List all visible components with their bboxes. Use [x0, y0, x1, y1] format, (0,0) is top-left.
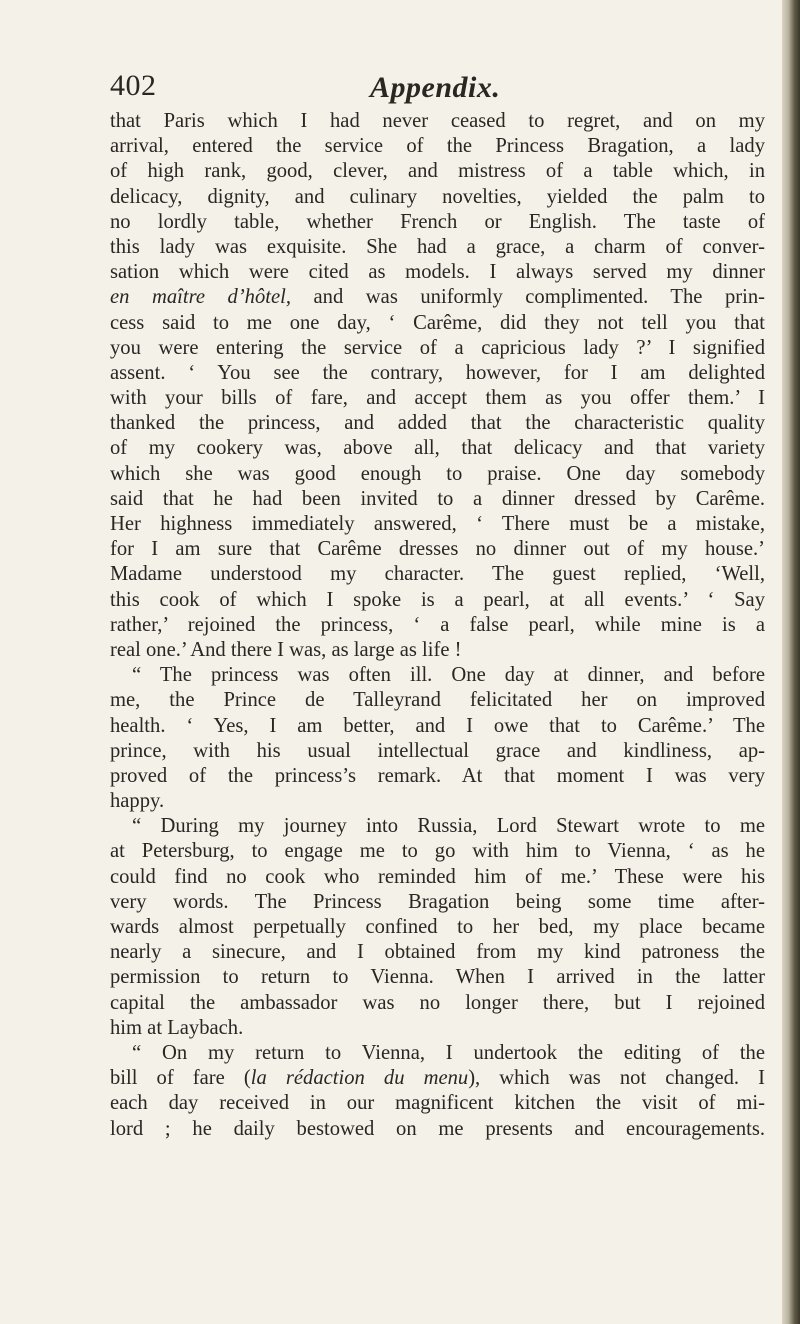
text-line: each day received in our magnificent kitchen the visit of mi-: [110, 1092, 765, 1115]
text-line: rather,’ rejoined the princess, ‘ a false pearl, while mine is a: [110, 613, 765, 636]
text-line: could find no cook who reminded him of me.’ These were his: [110, 865, 765, 888]
text-line: prince, with his usual intellectual grace and kindliness, ap-: [110, 739, 765, 762]
text-line: lord ; he daily bestowed on me presents and encouragements.: [110, 1117, 765, 1140]
text-line: sation which were cited as models. I always served my dinner: [110, 261, 765, 284]
text-line: Madame understood my character. The guest replied, ‘Well,: [110, 563, 765, 586]
text-line: [110, 1066, 765, 1091]
text-line: Her highness immediately answered, ‘ There must be a mistake,: [110, 513, 765, 535]
text-line: this lady was exquisite. She had a grace, a charm of conver-: [110, 235, 765, 258]
text-line: delicacy, dignity, and culinary novelties, yielded the palm to: [110, 185, 765, 208]
text-line: health. ‘ Yes, I am better, and I owe that to Carême.’ The: [110, 714, 765, 737]
text-line: arrival, entered the service of the Princess Bragation, a lady: [110, 135, 765, 158]
text-line: nearly a sinecure, and I obtained from my kind patroness the: [110, 941, 765, 964]
text-line: him at Laybach.: [110, 1016, 244, 1039]
text-line: at Petersburg, to engage me to go with him to Vienna, ‘ as he: [110, 840, 765, 863]
text-line: permission to return to Vienna. When I arrived in the latter: [110, 966, 765, 989]
italic-phrase: en maître d’hôtel,: [110, 286, 291, 309]
text-line: thanked the princess, and added that the characteristic quality: [110, 412, 765, 435]
running-head: Appendix.: [370, 71, 501, 104]
text-line: wards almost perpetually confined to her bed, my place became: [110, 916, 765, 938]
text-line: of my cookery was, above all, that delicacy and that variety: [110, 437, 765, 460]
text-line: no lordly table, whether French or English. The taste of: [110, 210, 765, 233]
text-line: with your bills of fare, and accept them as you offer them.’ I: [110, 387, 765, 410]
text-line: that Paris which I had never ceased to regret, and on my: [110, 110, 765, 132]
text-line: cess said to me one day, ‘ Carême, did they not tell you that: [110, 311, 765, 334]
text-line: happy.: [110, 790, 165, 813]
text-line: [110, 285, 765, 310]
text-line: me, the Prince de Talleyrand felicitated her on improved: [110, 689, 765, 712]
text-line: assent. ‘ You see the contrary, however, for I am delighted: [110, 361, 765, 384]
text-line: very words. The Princess Bragation being some time after-: [110, 890, 765, 913]
text-line: “ On my return to Vienna, I undertook the editing of the: [132, 1041, 765, 1064]
text-line: this cook of which I spoke is a pearl, at all events.’ ‘ Say: [110, 588, 765, 611]
text-fragment: ), which was not changed. I: [468, 1067, 765, 1090]
text-line: you were entering the service of a capricious lady ?’ I signified: [110, 336, 765, 359]
text-line: “ During my journey into Russia, Lord Stewart wrote to me: [132, 815, 765, 838]
text-line: “ The princess was often ill. One day at dinner, and before: [132, 664, 765, 687]
text-line: real one.’ And there I was, as large as life !: [110, 638, 462, 661]
page-number: 402: [110, 69, 157, 102]
text-line: said that he had been invited to a dinner dressed by Carême.: [110, 487, 765, 510]
body-text: [110, 109, 765, 1142]
page-edge: [782, 0, 800, 1324]
text-line: for I am sure that Carême dresses no dinner out of my house.’: [110, 538, 765, 561]
text-fragment: bill of fare (: [110, 1067, 251, 1090]
text-line: which she was good enough to praise. One day somebody: [110, 462, 765, 485]
text-line: proved of the princess’s remark. At that moment I was very: [110, 764, 765, 787]
italic-phrase: la rédaction du menu: [250, 1067, 469, 1090]
text-line: of high rank, good, clever, and mistress of a table which, in: [110, 160, 765, 183]
text-fragment: and was uniformly complimented. The prin-: [291, 286, 765, 309]
text-line: capital the ambassador was no longer there, but I rejoined: [110, 991, 765, 1014]
